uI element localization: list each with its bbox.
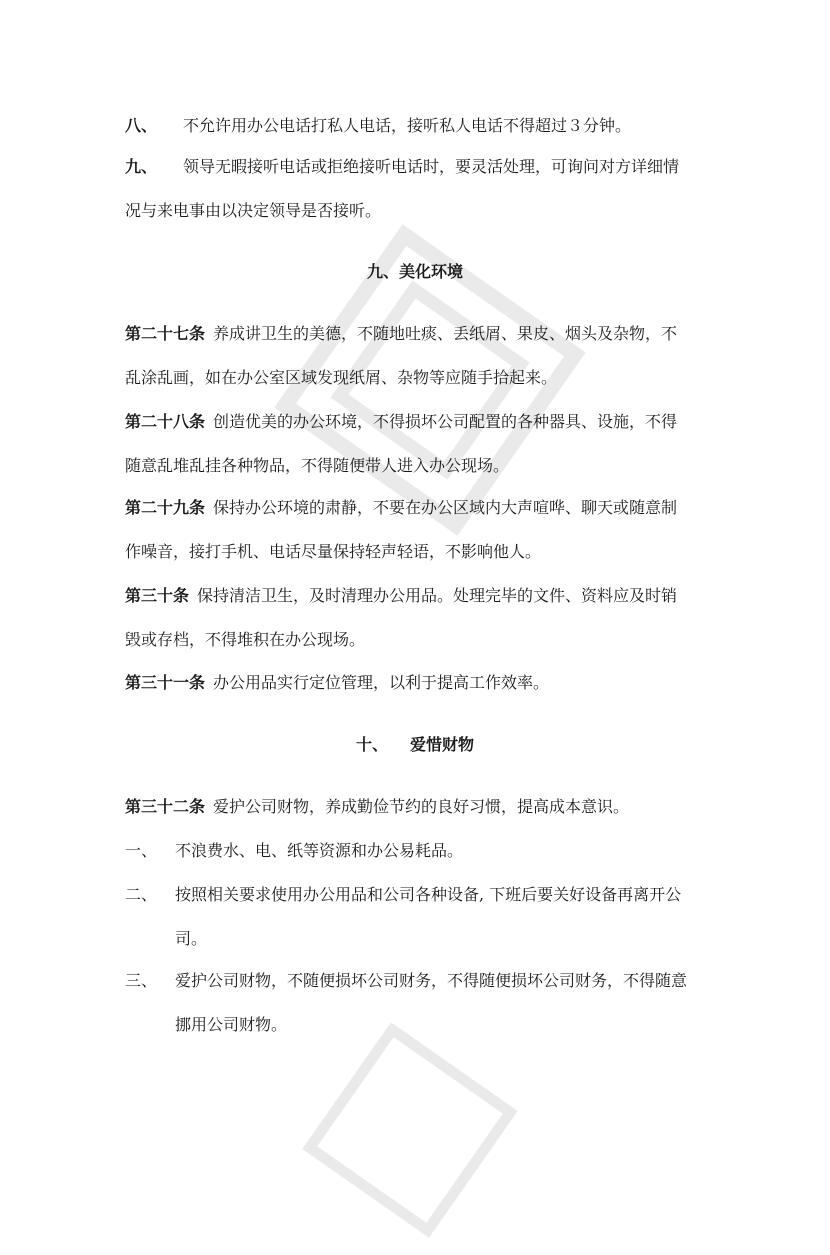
article-27-line-2 — [125, 367, 557, 389]
article-28-label: 第二十八条 — [125, 412, 206, 431]
sub-item-2-marker: 二、 — [125, 885, 158, 904]
sub-item-3-text-line-1: 爱护公司财物，不随便损坏公司财务，不得随便损坏公司财务，不得随意 — [175, 971, 688, 990]
article-30-line-2 — [125, 629, 365, 651]
article-30-text-line-1: 保持清洁卫生，及时清理办公用品。处理完毕的文件、资料应及时销 — [197, 586, 678, 605]
section-heading-10 — [0, 734, 830, 756]
article-29-text-line-2: 作噪音，接打手机、电话尽量保持轻声轻语，不影响他人。 — [125, 542, 542, 561]
article-30-text-line-2: 毁或存档，不得堆积在办公现场。 — [125, 630, 366, 649]
article-28-text-line-2: 随意乱堆乱挂各种物品，不得随便带人进入办公现场。 — [125, 456, 510, 475]
sub-item-3-marker: 三、 — [125, 971, 158, 990]
article-32-line-1 — [125, 796, 629, 818]
article-29-label: 第二十九条 — [125, 498, 206, 517]
item-8 — [125, 115, 631, 137]
sub-item-2-text-line-2: 司。 — [175, 929, 208, 948]
section-heading-10-number: 十、 — [355, 735, 388, 754]
sub-item-3-text-line-2: 挪用公司财物。 — [175, 1015, 288, 1034]
item-9-marker: 九、 — [125, 157, 158, 176]
item-8-text: 不允许用办公电话打私人电话，接听私人电话不得超过３分钟。 — [183, 116, 632, 135]
sub-item-2-line-2 — [175, 928, 207, 950]
article-27-line-1 — [125, 323, 677, 345]
article-30-line-1 — [125, 585, 677, 607]
sub-item-3-line-1 — [125, 970, 687, 992]
item-9-text-line-1: 领导无暇接听电话或拒绝接听电话时，要灵活处理，可询问对方详细情 — [183, 157, 680, 176]
item-9-line-1 — [125, 156, 679, 178]
section-heading-10-title: 爱惜财物 — [410, 735, 475, 754]
sub-item-2-text-line-1: 按照相关要求使用办公用品和公司各种设备, 下班后要关好设备再离开公 — [175, 885, 682, 904]
article-27-text-line-1: 养成讲卫生的美德，不随地吐痰、丢纸屑、果皮、烟头及杂物，不 — [213, 324, 678, 343]
sub-item-1 — [125, 840, 463, 862]
article-30-label: 第三十条 — [125, 586, 190, 605]
sub-item-1-marker: 一、 — [125, 841, 158, 860]
article-31-line-1 — [125, 672, 549, 694]
sub-item-1-text: 不浪费水、电、纸等资源和办公易耗品。 — [175, 841, 464, 860]
sub-item-3-line-2 — [175, 1014, 287, 1036]
item-9-text-line-2: 况与来电事由以决定领导是否接听。 — [125, 201, 382, 220]
article-27-label: 第二十七条 — [125, 324, 206, 343]
article-27-text-line-2: 乱涂乱画，如在办公室区域发现纸屑、杂物等应随手拾起来。 — [125, 368, 558, 387]
section-heading-9: 九、美化环境 — [366, 262, 463, 281]
article-29-text-line-1: 保持办公环境的肃静，不要在办公区域内大声喧哗、聊天或随意制 — [213, 498, 678, 517]
item-8-marker: 八、 — [125, 116, 158, 135]
article-29-line-2 — [125, 541, 541, 563]
article-31-label: 第三十一条 — [125, 673, 206, 692]
article-28-line-1 — [125, 411, 677, 433]
article-28-line-2 — [125, 455, 509, 477]
watermark-logo-icon-2 — [285, 1005, 536, 1255]
item-9-line-2 — [125, 200, 381, 222]
article-32-text-line-1: 爱护公司财物，养成勤俭节约的良好习惯，提高成本意识。 — [213, 797, 630, 816]
article-32-label: 第三十二条 — [125, 797, 206, 816]
sub-item-2-line-1 — [125, 884, 681, 906]
article-31-text-line-1: 办公用品实行定位管理，以利于提高工作效率。 — [213, 673, 550, 692]
article-29-line-1 — [125, 497, 677, 519]
article-28-text-line-1: 创造优美的办公环境，不得损坏公司配置的各种器具、设施，不得 — [213, 412, 678, 431]
